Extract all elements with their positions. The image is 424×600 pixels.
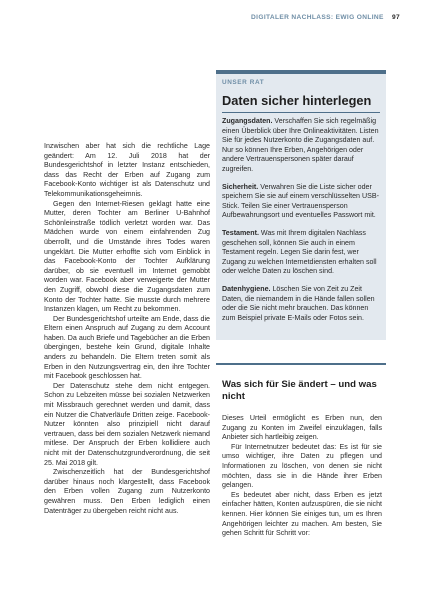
advice-term: Zugangsdaten. xyxy=(222,117,273,125)
left-paragraph-5: Zwischenzeitlich hat der Bundesgerichtshof darüber hinaus noch klargestellt, dass Facebook den Erben vollen Zugang zum Nutzerkonto gewähren muss. Den Erben lediglich einen Datenträger zu übergeben reicht nicht aus. xyxy=(44,468,210,515)
advice-item-text: Verschaffen Sie sich regelmäßig einen Überblick über Ihre Onlineaktivitäten. Listen Sie für jedes Nutzerkonto die Zugangsdaten auf. Nur so können Ihre Erben, Angehörigen oder andere Vertrauenspersonen später darauf zugreifen. xyxy=(222,117,379,173)
advice-item xyxy=(222,183,380,221)
advice-box-top-bar xyxy=(216,70,386,74)
advice-divider xyxy=(222,112,380,113)
page-number: 97 xyxy=(391,14,400,21)
advice-text xyxy=(222,117,380,331)
section-divider xyxy=(216,363,386,365)
advice-term: Sicherheit. xyxy=(222,182,259,191)
running-header xyxy=(251,14,400,21)
advice-term: Testament. xyxy=(222,228,259,237)
advice-item-text: Was mit Ihrem digitalen Nachlass geschehen soll, können Sie auch in einem Testament regeln. Legen Sie darin fest, wer Zugang zu welchen Internetdiensten erhalten soll oder welche Daten zu löschen sind. xyxy=(222,228,377,276)
right-paragraph-3: Es bedeutet aber nicht, dass Erben es jetzt einfacher hätten, Konten aufzuspüren, die sie nicht kennen. Hier können Sie einiges tun, um es Ihren Angehörigen leichter zu machen. Am besten, Sie gehen Schritt für Schritt vor: xyxy=(222,490,382,538)
section-heading: Was sich für Sie ändert – und was nicht xyxy=(222,379,377,402)
advice-label: UNSER RAT xyxy=(222,79,265,86)
left-paragraph-2: Gegen den Internet-Riesen geklagt hatte eine Mutter, deren Tochter am Berliner U-Bahnhof Schönleinstraße tödlich verletzt worden war. Das Mädchen wurde von einem einfahrenden Zug überrollt, und die Umstände ihres Todes waren ungeklärt. Die Mutter erhoffte sich vom Einblick in das Facebook-Konto der Tochter Aufklärung darüber, ob sie eventuell im Internet gemobbt worden war. Facebook aber verweigerte der Mutter den Zugriff, obwohl diese die Zugangsdaten zum Konto der Tochter hatte. Sie musste durch mehrere Instanzen klagen, um Recht zu bekommen. xyxy=(44,199,210,314)
left-column xyxy=(44,142,210,516)
left-paragraph-1: Inzwischen aber hat sich die rechtliche Lage geändert: Am 12. Juli 2018 hat der Bundesgerichtshof in letzter Instanz entschieden, dass das Recht der Erben auf Zugang zum Facebook-Konto wichtiger ist als Datenschutz und Telekommunikationsgeheimnis. xyxy=(44,142,210,198)
advice-item xyxy=(222,229,380,277)
right-column xyxy=(222,414,382,539)
section-title: DIGITALER NACHLASS: EWIG ONLINE xyxy=(251,14,384,21)
right-paragraph-2: Für Internetnutzer bedeutet das: Es ist für sie umso wichtiger, ihre Daten zu pflegen und Informationen zu löschen, von denen sie nicht möchten, dass sie in die Hände ihrer Erben gelangen. xyxy=(222,442,382,490)
advice-item-text: Löschen Sie von Zeit zu Zeit Daten, die niemandem in die Hände fallen sollen oder die Sie nicht mehr brauchen. Das können zum Beispiel private E-Mails oder Fotos sein. xyxy=(222,284,375,322)
advice-item xyxy=(222,117,380,175)
left-paragraph-4: Der Datenschutz stehe dem nicht entgegen. Schon zu Lebzeiten müsse bei sozialen Netzwerken mit Missbrauch gerechnet werden und damit, dass ein Nutzer die Chatverläufe Dritten zeige. Facebook-Nutzer könnten also prinzipiell nicht darauf vertrauen, dass bei dem sozialen Netzwerk niemand mitlese. Der Anspruch der Erben kollidiere auch nicht mit der Datenschutzgrundverordnung, die seit 25. Mai 2018 gilt. xyxy=(44,381,210,467)
right-paragraph-1: Dieses Urteil ermöglicht es Erben nun, den Zugang zu Konten im Zweifel einzuklagen, falls Anbieter sich hartleibig zeigen. xyxy=(222,414,382,442)
advice-title: Daten sicher hinterlegen xyxy=(222,93,372,108)
advice-item xyxy=(222,285,380,323)
left-paragraph-3: Der Bundesgerichtshof urteilte am Ende, dass die Eltern einen Anspruch auf Zugang zu dem Account haben. Da auch Briefe und Tagebücher an die Erben übergingen, bestehe kein Grund, digitale Inhalte anders zu behandeln. Die Eltern treten somit als Erben in den Nutzungsvertrag ein, den ihre Tochter mit Facebook geschlossen hat. xyxy=(44,314,210,381)
advice-term: Datenhygiene. xyxy=(222,284,271,293)
advice-item-text: Verwahren Sie die Liste sicher oder speichern Sie sie auf einem verschlüsselten USB-Stick. Teilen Sie einer Vertrauensperson Aufbewahrungsort und eventuelles Passwort mit. xyxy=(222,182,379,220)
